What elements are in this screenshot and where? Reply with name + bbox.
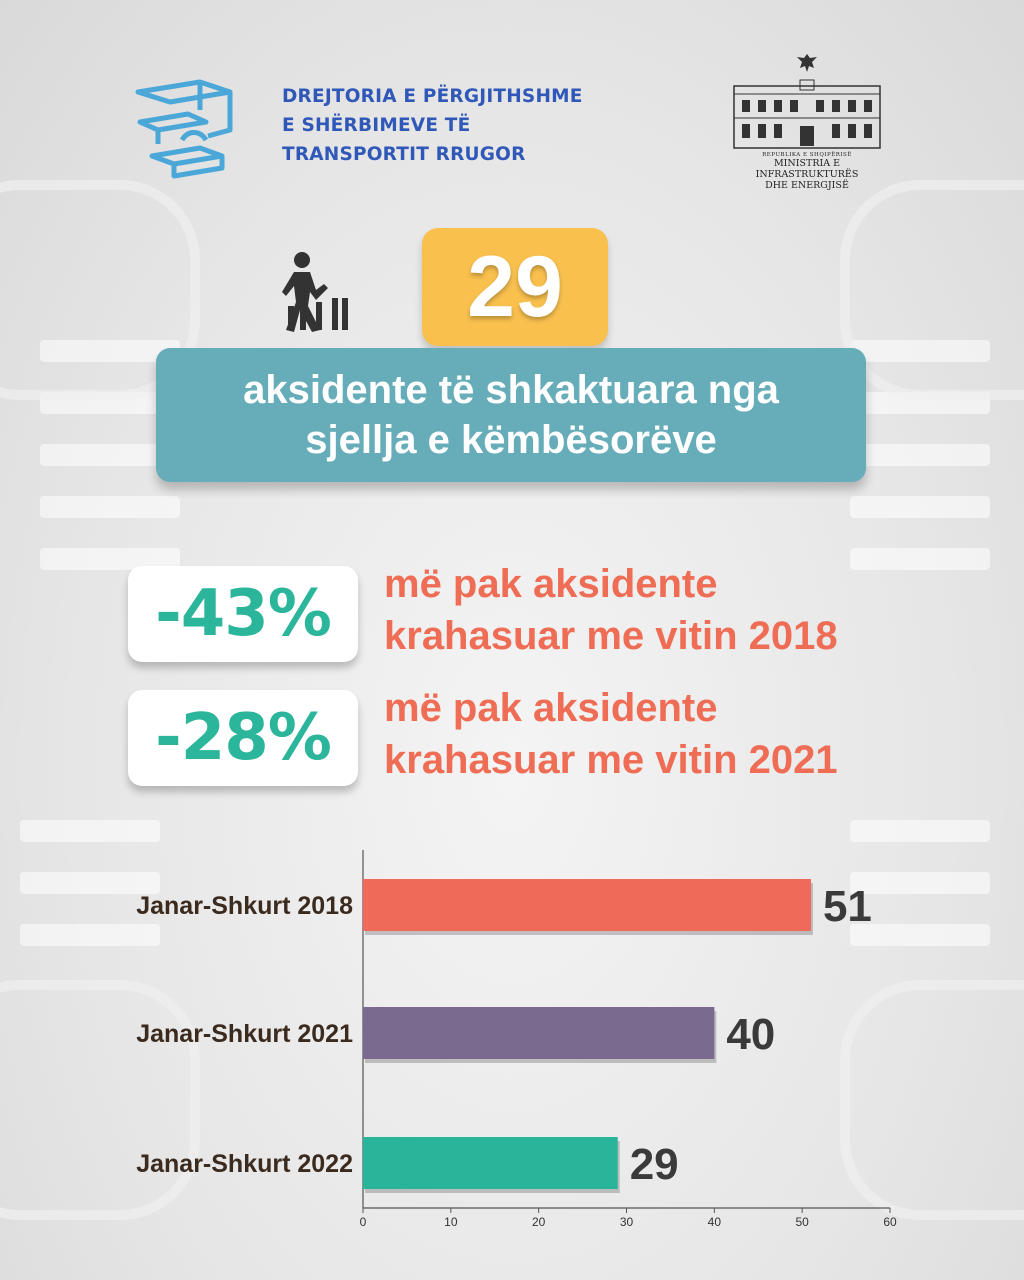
x-tick-label: 20 [531, 1215, 546, 1229]
ministry-building-icon [732, 78, 882, 150]
x-tick-label: 10 [444, 1215, 458, 1229]
comparison-2018-line-2: krahasuar me vitin 2018 [384, 614, 838, 658]
ministry-header [722, 52, 892, 191]
bar-value-label: 51 [822, 882, 872, 931]
comparison-2018-value: -43% [155, 577, 331, 651]
bar-value-label: 29 [629, 1140, 679, 1189]
ministry-name-line-1: MINISTRIA E INFRASTRUKTURËS [755, 158, 859, 180]
comparison-2018-badge [128, 566, 358, 662]
comparison-2021-badge [128, 690, 358, 786]
headline-number: 29 [467, 238, 563, 335]
comparison-2021-value: -28% [155, 701, 331, 775]
x-tick-label: 40 [707, 1215, 722, 1229]
x-tick-label: 30 [619, 1215, 634, 1229]
category-label: Janar-Shkurt 2021 [136, 1020, 353, 1048]
headline-line-1: aksidente të shkaktuara nga [243, 368, 779, 412]
category-label: Janar-Shkurt 2022 [136, 1150, 353, 1178]
comparison-2021-line-2: krahasuar me vitin 2021 [384, 738, 838, 782]
org-name-line-2: E SHËRBIMEVE TË [282, 114, 471, 136]
headline-line-2: sjellja e këmbësorëve [305, 418, 717, 462]
headline-text-box [156, 348, 866, 482]
eagle-emblem-icon [795, 52, 819, 74]
comparison-2018-line-1: më pak aksidente [384, 562, 718, 606]
x-tick-label: 50 [795, 1215, 809, 1229]
org-name-line-1: DREJTORIA E PËRGJITHSHME [282, 85, 583, 107]
ministry-republic-label: REPUBLIKA E SHQIPËRISË [762, 152, 852, 158]
x-tick-label: 60 [883, 1215, 897, 1229]
pedestrian-crossing-icon [280, 250, 352, 334]
ministry-name-line-2: DHE ENERGJISË [765, 180, 849, 191]
comparison-2021-text [384, 682, 838, 786]
org-header [130, 70, 583, 180]
headline-number-box [422, 228, 608, 346]
bar [363, 879, 811, 931]
bar-value-label: 40 [726, 1010, 776, 1059]
comparison-2021-line-1: më pak aksidente [384, 686, 718, 730]
x-tick-label: 0 [359, 1215, 367, 1229]
bar [363, 1137, 618, 1189]
bar [363, 1007, 714, 1059]
road-transport-logo-icon [130, 70, 250, 180]
org-name-line-3: TRANSPORTIT RRUGOR [282, 143, 526, 165]
category-label: Janar-Shkurt 2018 [136, 892, 353, 920]
comparison-2018-text [384, 558, 838, 662]
accidents-bar-chart [0, 850, 1024, 1250]
